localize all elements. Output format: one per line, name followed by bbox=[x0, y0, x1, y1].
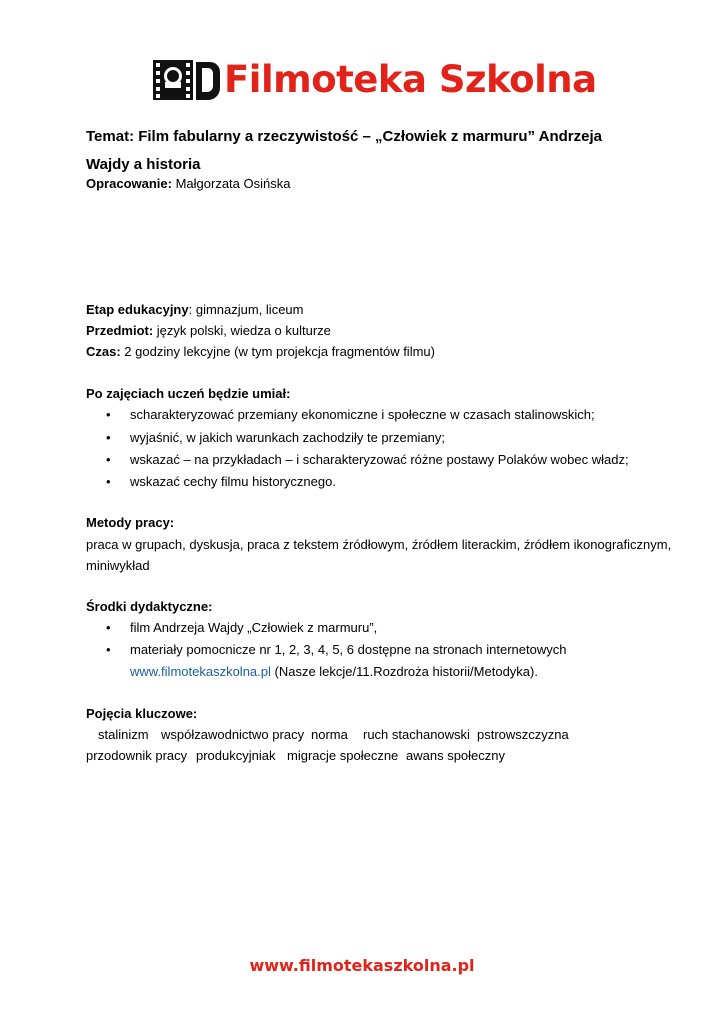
website-link[interactable]: www.filmotekaszkolna.pl bbox=[130, 664, 271, 679]
film-reel-logo-icon bbox=[152, 58, 222, 102]
bullet-glyph: • bbox=[106, 474, 111, 489]
keyword: produkcyjniak bbox=[196, 748, 276, 763]
keyword: norma bbox=[311, 727, 348, 742]
author-line bbox=[86, 176, 290, 191]
methods-line-2: miniwykład bbox=[86, 558, 150, 573]
list-item: wyjaśnić, w jakich warunkach zachodziły te przemiany; bbox=[130, 430, 446, 445]
resources-heading: Środki dydaktyczne: bbox=[86, 599, 213, 614]
list-item: materiały pomocnicze nr 1, 2, 3, 4, 5, 6 dostępne na stronach internetowych bbox=[130, 642, 567, 657]
subject-value: język polski, wiedza o kulturze bbox=[153, 323, 331, 338]
methods-heading: Metody pracy: bbox=[86, 515, 175, 530]
list-item: wskazać cechy filmu historycznego. bbox=[130, 474, 336, 489]
stage-label: Etap edukacyjny bbox=[86, 302, 189, 317]
list-item: scharakteryzować przemiany ekonomiczne i społeczne w czasach stalinowskich; bbox=[130, 407, 595, 422]
author-label: Opracowanie: bbox=[86, 176, 172, 191]
bullet-glyph: • bbox=[106, 620, 111, 635]
keyword: pstrowszczyzna bbox=[477, 727, 569, 742]
keyword: stalinizm bbox=[98, 727, 149, 742]
outcomes-heading: Po zajęciach uczeń będzie umiał: bbox=[86, 386, 291, 401]
methods-line-1: praca w grupach, dyskusja, praca z tekstem źródłowym, źródłem literackim, źródłem ikonograficznym, bbox=[86, 537, 672, 552]
resource-path: (Nasze lekcje/11.Rozdroża historii/Metodyka). bbox=[270, 664, 538, 679]
bullet-glyph: • bbox=[106, 430, 111, 445]
author-value: Małgorzata Osińska bbox=[171, 176, 291, 191]
time-line bbox=[86, 344, 435, 359]
list-item: wskazać – na przykładach – i scharakteryzować różne postawy Polaków wobec władz; bbox=[130, 452, 629, 467]
page-title: Temat: Film fabularny a rzeczywistość – „Człowiek z marmuru” Andrzeja Wajdy a historia bbox=[86, 128, 602, 173]
list-item: film Andrzeja Wajdy „Człowiek z marmuru”, bbox=[130, 620, 378, 635]
bullet-glyph: • bbox=[106, 642, 111, 657]
stage-value: : gimnazjum, liceum bbox=[188, 302, 304, 317]
logo bbox=[152, 58, 597, 102]
time-label: Czas: bbox=[86, 344, 121, 359]
keywords-heading: Pojęcia kluczowe: bbox=[86, 706, 198, 721]
subject-line bbox=[86, 323, 331, 338]
keyword: migracje społeczne bbox=[287, 748, 399, 763]
stage-line bbox=[86, 302, 303, 317]
keyword: przodownik pracy bbox=[86, 748, 188, 763]
time-value: 2 godziny lekcyjne (w tym projekcja fragmentów filmu) bbox=[120, 344, 435, 359]
keyword: awans społeczny bbox=[406, 748, 505, 763]
subject-label: Przedmiot: bbox=[86, 323, 154, 338]
bullet-glyph: • bbox=[106, 407, 111, 422]
keyword: ruch stachanowski bbox=[363, 727, 470, 742]
list-item-continuation bbox=[130, 664, 538, 679]
bullet-glyph: • bbox=[106, 452, 111, 467]
keyword: współzawodnictwo pracy bbox=[161, 727, 305, 742]
footer-url[interactable]: www.filmotekaszkolna.pl bbox=[249, 956, 475, 975]
brand-name: Filmoteka Szkolna bbox=[224, 58, 597, 101]
